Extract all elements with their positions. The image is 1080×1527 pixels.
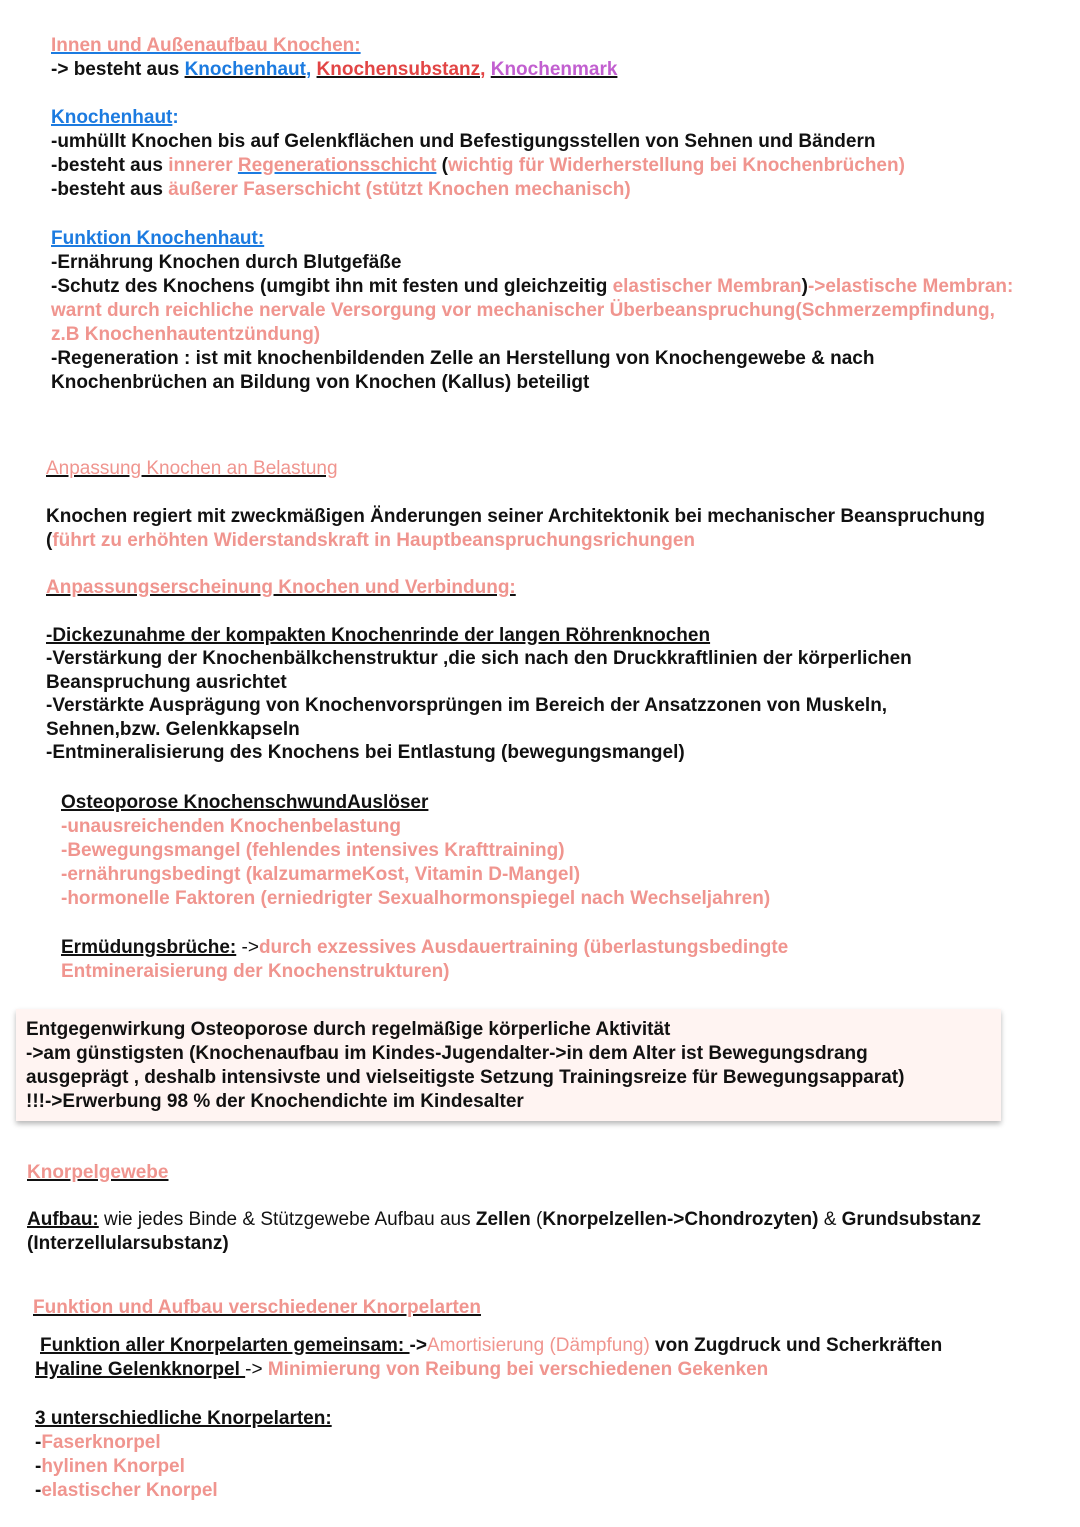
anpassungserscheinung-line-3: Beanspruchung ausrichtet	[46, 672, 287, 693]
anpassungserscheinung-line-6: -Entmineralisierung des Knochens bei Entlastung (bewegungsmangel)	[46, 742, 685, 763]
knochenhaut-line-1: -umhüllt Knochen bis auf Gelenkflächen und Befestigungsstellen von Sehnen und Bändern	[51, 131, 876, 152]
knochenhaut-term: Knochenhaut,	[184, 59, 312, 80]
knorpel-funktion-line: Funktion aller Knorpelarten gemeinsam: ->Amortisierung (Dämpfung) von Zugdruck und Scherkräften	[40, 1335, 943, 1356]
funktion-line-4: z.B Knochenhautentzündung)	[51, 324, 321, 345]
anpassungserscheinung-line-4: -Verstärkte Ausprägung von Knochenvorsprüngen im Bereich der Ansatzzonen von Muskeln,	[46, 695, 888, 716]
hyaline-line: Hyaline Gelenkknorpel -> Minimierung von Reibung bei verschiedenen Gekenken	[35, 1359, 769, 1380]
section-title-aufbau: Innen und Außenaufbau Knochen:	[51, 35, 361, 56]
aufbau-label: Aufbau:	[27, 1209, 99, 1230]
knochensubstanz-term: Knochensubstanz,	[316, 59, 486, 80]
knochenmark-term: Knochenmark	[490, 59, 618, 80]
osteoporose-item: -ernährungsbedingt (kalzumarmeKost, Vitamin D-Mangel)	[61, 864, 581, 885]
aufbau-line: -> besteht aus Knochenhaut, Knochensubstanz, Knochenmark	[51, 59, 618, 80]
callout-line-1: Entgegenwirkung Osteoporose durch regelmäßige körperliche Aktivität	[26, 1019, 671, 1040]
anpassungserscheinung-line-1: -Dickezunahme der kompakten Knochenrinde der langen Röhrenknochen	[46, 625, 711, 646]
funktion-line-5: -Regeneration : ist mit knochenbildenden Zelle an Herstellung von Knochengewebe & nach	[51, 348, 875, 369]
section-title-anpassung: Anpassung Knochen an Belastung	[46, 458, 338, 479]
section-title-knochenhaut: Knochenhaut:	[51, 107, 179, 128]
knorpel-aufbau-line-2: (Interzellularsubstanz)	[27, 1233, 229, 1254]
funktion-line-2: -Schutz des Knochens (umgibt ihn mit festen und gleichzeitig elastischer Membran)->elastische Membran:	[51, 276, 1014, 297]
section-title-ermuedungsbrueche: Ermüdungsbrüche:	[61, 937, 237, 958]
callout-line-3: ausgeprägt , deshalb intensivste und vielseitigste Setzung Trainingsreize für Bewegungsapparat)	[26, 1067, 905, 1088]
osteoporose-item: -hormonelle Faktoren (erniedrigter Sexualhormonspiegel nach Wechseljahren)	[61, 888, 771, 909]
knochenhaut-line-2: -besteht aus innerer Regenerationsschicht (wichtig für Widerherstellung bei Knochenbrüchen)	[51, 155, 905, 176]
funktion-line-1: -Ernährung Knochen durch Blutgefäße	[51, 252, 402, 273]
knorpelart-item: -Faserknorpel	[35, 1432, 161, 1453]
section-title-osteoporose: Osteoporose KnochenschwundAuslöser	[61, 792, 429, 813]
ermuedungsbrueche-line-2: Entmineraisierung der Knochenstrukturen)	[61, 961, 450, 982]
anpassung-line-1: Knochen regiert mit zweckmäßigen Änderungen seiner Architektonik bei mechanischer Beanspruchung	[46, 506, 985, 527]
knochenhaut-line-3: -besteht aus äußerer Faserschicht (stützt Knochen mechanisch)	[51, 179, 631, 200]
ermuedungsbrueche-line-1: Ermüdungsbrüche: ->durch exzessives Ausdauertraining (überlastungsbedingte	[61, 937, 789, 958]
knorpelart-item: -hylinen Knorpel	[35, 1456, 185, 1477]
knorpelart-item: -elastischer Knorpel	[35, 1480, 218, 1501]
osteoporose-item: -unausreichenden Knochenbelastung	[61, 816, 401, 837]
section-title-knorpelgewebe: Knorpelgewebe	[27, 1162, 169, 1183]
callout-line-2: ->am günstigsten (Knochenaufbau im Kindes-Jugendalter->in dem Alter ist Bewegungsdrang	[26, 1043, 868, 1064]
section-title-knorpelarten: Funktion und Aufbau verschiedener Knorpelarten	[33, 1297, 481, 1318]
funktion-line-3: warnt durch reichliche nervale Versorgung vor mechanischer Überbeanspruchung(Schmerzempfindung,	[51, 300, 995, 321]
knorpel-aufbau-line-1: Aufbau: wie jedes Binde & Stützgewebe Aufbau aus Zellen (Knorpelzellen->Chondrozyten) & Grundsubstanz	[27, 1209, 981, 1230]
anpassungserscheinung-line-2: -Verstärkung der Knochenbälkchenstruktur ,die sich nach den Druckkraftlinien der körperlichen	[46, 648, 912, 669]
osteoporose-item: -Bewegungsmangel (fehlendes intensives Krafttraining)	[61, 840, 565, 861]
knorpelarten-heading: 3 unterschiedliche Knorpelarten:	[35, 1408, 332, 1429]
section-title-funktion-knochenhaut: Funktion Knochenhaut:	[51, 228, 265, 249]
funktion-line-6: Knochenbrüchen an Bildung von Knochen (Kallus) beteiligt	[51, 372, 590, 393]
callout-line-4: !!!->Erwerbung 98 % der Knochendichte im Kindesalter	[26, 1091, 524, 1112]
anpassung-line-2: (führt zu erhöhten Widerstandskraft in Hauptbeanspruchungsrichungen	[46, 530, 696, 551]
section-title-anpassungserscheinung: Anpassungserscheinung Knochen und Verbindung:	[46, 577, 516, 598]
anpassungserscheinung-line-5: Sehnen,bzw. Gelenkkapseln	[46, 719, 300, 740]
